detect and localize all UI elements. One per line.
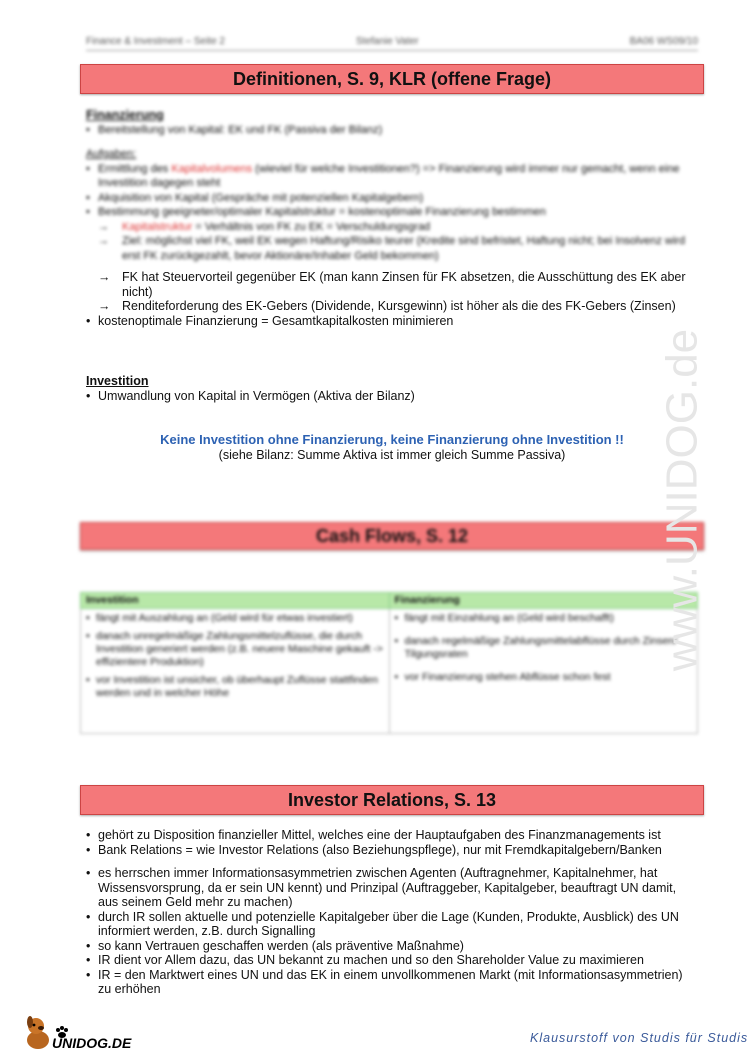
- header-left: Finance & Investment – Seite 2: [86, 36, 225, 47]
- list-item: • IR dient vor Allem dazu, das UN bekannt zu machen und so den Shareholder Value zu maximieren: [86, 953, 698, 968]
- investition-block: [86, 374, 698, 403]
- finanzierung-block: [86, 108, 698, 263]
- list-item: • Bank Relations = wie Investor Relations (also Beziehungspflege), nur mit Fremdkapitalgebern/Banken: [86, 843, 698, 858]
- aufgaben-item-2: • Akquisition von Kapital (Gespräche mit potenziellen Kapitalgebern): [86, 191, 698, 206]
- table-header-investition: Investition: [81, 593, 390, 609]
- highlight-block: [86, 433, 698, 462]
- highlight-note: (siehe Bilanz: Summe Aktiva ist immer gleich Summe Passiva): [218, 447, 566, 462]
- svg-text:UNIDOG.DE: UNIDOG.DE: [52, 1035, 132, 1051]
- investition-heading: Investition: [86, 374, 149, 388]
- table-cell-investition: [81, 609, 390, 734]
- table-header-finanzierung: Finanzierung: [389, 593, 698, 609]
- section-title-cash-flows: Cash Flows, S. 12: [80, 522, 704, 550]
- svg-text:www.UNIDOG.de: www.UNIDOG.de: [657, 328, 707, 672]
- dog-icon: [22, 1014, 152, 1054]
- aufgaben-sub-4: → Renditeforderung des EK-Gebers (Dividende, Kursgewinn) ist höher als die des FK-Gebers (Zinsen): [98, 299, 676, 313]
- investition-definition: • Umwandlung von Kapital in Vermögen (Aktiva der Bilanz): [86, 389, 698, 404]
- kosten-item: • kostenoptimale Finanzierung = Gesamtkapitalkosten minimieren: [86, 314, 698, 329]
- header-right: BA06 WS09/10: [629, 36, 698, 47]
- aufgaben-item-3: • Bestimmung geeigneter/optimaler Kapitalstruktur = kostenoptimale Finanzierung bestimmen: [86, 205, 698, 220]
- watermark: [655, 270, 715, 730]
- section-title-definitionen: Definitionen, S. 9, KLR (offene Frage): [80, 64, 704, 94]
- definitionen-sharp-block: [86, 270, 698, 328]
- aufgaben-sub-3: → FK hat Steuervorteil gegenüber EK (man kann Zinsen für FK absetzen, die Ausschüttung des EK aber nicht): [98, 270, 686, 299]
- finanzierung-heading: Finanzierung: [86, 108, 164, 122]
- cash-flow-table: [80, 592, 698, 734]
- list-item: • danach regelmäßige Zahlungsmittelabflüsse durch Zinsen/ Tilgungsraten: [395, 635, 693, 661]
- investor-relations-block: [86, 828, 698, 997]
- highlight-statement: Keine Investition ohne Finanzierung, keine Finanzierung ohne Investition !!: [160, 432, 624, 447]
- list-item: • gehört zu Disposition finanzieller Mittel, welches eine der Hauptaufgaben des Finanzmanagements ist: [86, 828, 698, 843]
- list-item: • IR = den Marktwert eines UN und das EK in einem unvollkommenen Markt (mit Informationsasymmetrien) zu erhöhen: [86, 968, 698, 997]
- table-cell-finanzierung: [389, 609, 698, 734]
- aufgaben-item-1: • Ermittlung des Kapitalvolumens (wieviel für welche Investitionen?) => Finanzierung wird immer nur gemacht, wenn eine Investition dagegen steht: [86, 162, 698, 191]
- list-item: • so kann Vertrauen geschaffen werden (als präventive Maßnahme): [86, 939, 698, 954]
- aufgaben-sub-2: → Ziel: möglichst viel FK, weil EK wegen Haftung/Risiko teurer (Kredite sind befristet, Haftung nicht; bei Insolvenz wird erst FK zurückgezahlt, bevor Aktionäre/Inhaber Geld bekommen): [98, 235, 686, 262]
- list-item: • vor Investition ist unsicher, ob überhaupt Zuflüsse stattfinden werden und in welcher Höhe: [86, 674, 384, 700]
- header-center: Stefanie Vater: [356, 36, 419, 47]
- list-item: • fängt mit Einzahlung an (Geld wird beschafft): [395, 612, 693, 625]
- section-title-investor-relations: Investor Relations, S. 13: [80, 785, 704, 815]
- unidog-logo: [22, 1014, 152, 1054]
- aufgaben-heading: Aufgaben:: [86, 148, 137, 160]
- list-item: • durch IR sollen aktuelle und potenzielle Kapitalgeber über die Lage (Kunden, Produkte, Ausblick) des UN informiert werden, z.B. durch Signalling: [86, 910, 698, 939]
- list-item: • danach unregelmäßige Zahlungsmittelzuflüsse, die durch Investition generiert werden (z.B. neuere Maschine gekauft -> effizientere Produktion): [86, 630, 384, 669]
- list-item: • fängt mit Auszahlung an (Geld wird für etwas investiert): [86, 612, 384, 625]
- finanzierung-definition: • Bereitstellung von Kapital: EK und FK (Passiva der Bilanz): [86, 123, 698, 138]
- list-item: • es herrschen immer Informationsasymmetrien zwischen Agenten (Auftragnehmer, Kapitalnehmer, hat Wissensvorsprung, da er sein UN kennt) und Prinzipal (Auftraggeber, Kapitalgeber, beauftragt UN damit, aus seinem Geld mehr zu machen): [86, 866, 698, 910]
- list-item: • vor Finanzierung stehen Abflüsse schon fest: [395, 671, 693, 684]
- footer-tagline: Klausurstoff von Studis für Studis: [530, 1031, 749, 1045]
- aufgaben-sub-1: → Kapitalstruktur = Verhältnis von FK zu EK = Verschuldungsgrad: [98, 220, 431, 233]
- page-header: [86, 36, 698, 51]
